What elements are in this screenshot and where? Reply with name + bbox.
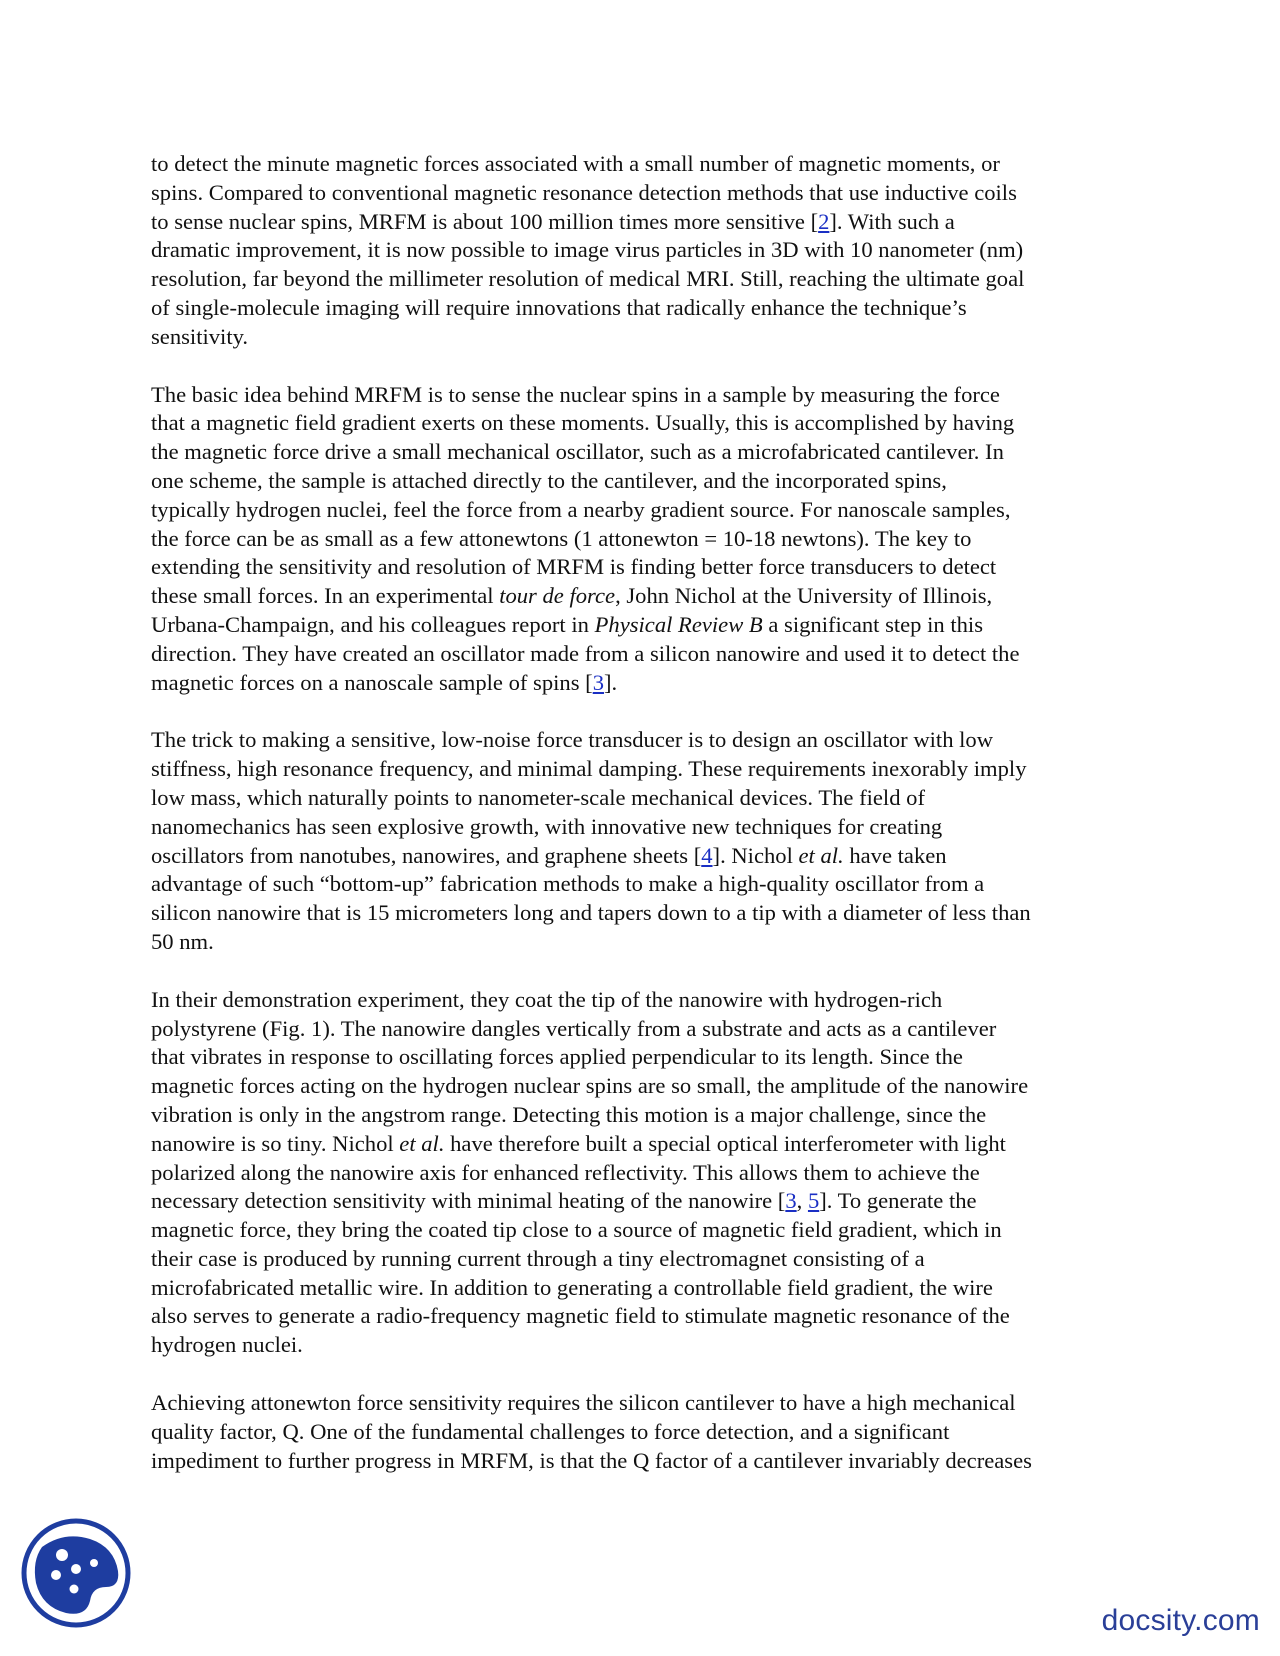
text-segment: that vibrates in response to oscillating forces applied perpendicular to its length. Since the: [151, 1044, 963, 1070]
text-line: [151, 1216, 1136, 1245]
reference-link[interactable]: 3: [592, 669, 604, 695]
text-segment: the force can be as small as a few attonewtons (1 attonewton = 10-18 newtons). The key to: [151, 525, 972, 551]
text-line: [151, 1072, 1136, 1101]
text-segment: these small forces. In an experimental: [151, 583, 500, 609]
text-segment: their case is produced by running current through a tiny electromagnet consisting of a: [151, 1245, 925, 1271]
text-line: [151, 1447, 1136, 1476]
text-segment: hydrogen nuclei.: [151, 1332, 303, 1358]
text-line: [151, 784, 1136, 813]
text-line: [151, 323, 1136, 352]
text-segment: to detect the minute magnetic forces associated with a small number of magnetic moments, or: [151, 151, 1000, 176]
text-segment: nanomechanics has seen explosive growth, with innovative new techniques for creating: [151, 813, 943, 839]
text-line: [151, 236, 1136, 265]
text-line: [151, 842, 1136, 871]
text-segment: also serves to generate a radio-frequency magnetic field to stimulate magnetic resonance of the: [151, 1303, 1010, 1329]
text-line: [151, 1389, 1136, 1418]
text-segment: direction. They have created an oscillator made from a silicon nanowire and used it to detect the: [151, 640, 1020, 666]
text-segment: spins. Compared to conventional magnetic resonance detection methods that use inductive coils: [151, 179, 1017, 205]
text-line: [151, 899, 1136, 928]
italic-text: et al.: [798, 842, 844, 868]
text-segment: nanowire is so tiny. Nichol: [151, 1130, 400, 1156]
text-line: [151, 1187, 1136, 1216]
text-segment: , John Nichol at the University of Illinois,: [615, 583, 993, 609]
text-line: [151, 467, 1136, 496]
text-line: [151, 265, 1136, 294]
text-line: [151, 1418, 1136, 1447]
text-segment: polystyrene (Fig. 1). The nanowire dangles vertically from a substrate and acts as a cantilever: [151, 1015, 997, 1041]
text-segment: have therefore built a special optical interferometer with light: [444, 1130, 1006, 1156]
text-segment: 50 nm.: [151, 928, 214, 954]
italic-text: Physical Review B: [594, 611, 763, 637]
text-line: [151, 986, 1136, 1015]
text-line: [151, 611, 1136, 640]
text-segment: Achieving attonewton force sensitivity requires the silicon cantilever to have a high mechanical: [151, 1390, 1016, 1416]
text-line: [151, 1302, 1136, 1331]
text-segment: that a magnetic field gradient exerts on these moments. Usually, this is accomplished by having: [151, 410, 1015, 436]
text-line: [151, 208, 1136, 237]
text-line: [151, 582, 1136, 611]
text-line: [151, 755, 1136, 784]
text-line: [151, 1130, 1136, 1159]
text-segment: ]. With such a: [829, 208, 955, 234]
text-line: [151, 669, 1136, 698]
text-segment: magnetic forces on a nanoscale sample of spins [: [151, 669, 593, 695]
reference-link[interactable]: 5: [807, 1188, 820, 1214]
text-segment: a significant step in this: [762, 611, 983, 637]
text-segment: extending the sensitivity and resolution of MRFM is finding better force transducers to detect: [151, 554, 997, 580]
reference-link[interactable]: 4: [701, 842, 713, 868]
text-segment: The trick to making a sensitive, low-noise force transducer is to design an oscillator with low: [151, 727, 994, 753]
text-line: [151, 150, 1136, 179]
paragraph: [151, 986, 1136, 1360]
text-segment: magnetic force, they bring the coated tip close to a source of magnetic field gradient, which in: [151, 1217, 1002, 1243]
text-line: [151, 496, 1136, 525]
text-segment: ]. Nichol: [712, 842, 799, 868]
text-line: [151, 1245, 1136, 1274]
text-segment: quality factor, Q. One of the fundamental challenges to force detection, and a significant: [151, 1418, 950, 1444]
docsity-logo-icon[interactable]: [20, 1517, 132, 1629]
text-segment: impediment to further progress in MRFM, is that the Q factor of a cantilever invariably decreases: [151, 1447, 1032, 1473]
text-segment: low mass, which naturally points to nanometer-scale mechanical devices. The field of: [151, 784, 925, 810]
italic-text: tour de force: [499, 583, 616, 609]
text-segment: of single-molecule imaging will require innovations that radically enhance the technique’s: [151, 294, 967, 320]
text-segment: the magnetic force drive a small mechanical oscillator, such as a microfabricated cantilever. In: [151, 439, 1004, 465]
text-line: [151, 726, 1136, 755]
text-line: [151, 928, 1136, 957]
text-line: [151, 1159, 1136, 1188]
paragraph: [151, 1389, 1136, 1475]
text-line: [151, 294, 1136, 323]
text-segment: The basic idea behind MRFM is to sense the nuclear spins in a sample by measuring the force: [151, 381, 1000, 407]
text-segment: resolution, far beyond the millimeter resolution of medical MRI. Still, reaching the ultimate goal: [151, 266, 1025, 292]
text-segment: to sense nuclear spins, MRFM is about 100 million times more sensitive [: [151, 208, 819, 234]
text-segment: microfabricated metallic wire. In addition to generating a controllable field gradient, the wire: [151, 1274, 993, 1300]
paragraph: [151, 726, 1136, 956]
text-segment: advantage of such “bottom-up” fabrication methods to make a high-quality oscillator from a: [151, 871, 985, 897]
text-segment: magnetic forces acting on the hydrogen nuclear spins are so small, the amplitude of the nanowire: [151, 1073, 1029, 1099]
text-segment: vibration is only in the angstrom range. Detecting this motion is a major challenge, since the: [151, 1101, 987, 1127]
text-segment: have taken: [843, 842, 947, 868]
text-line: [151, 381, 1136, 410]
text-line: [151, 813, 1136, 842]
text-segment: typically hydrogen nuclei, feel the force from a nearby gradient source. For nanoscale samples,: [151, 496, 1011, 522]
text-line: [151, 409, 1136, 438]
text-segment: sensitivity.: [151, 323, 249, 349]
text-line: [151, 1101, 1136, 1130]
text-line: [151, 1043, 1136, 1072]
text-segment: Urbana-Champaign, and his colleagues report in: [151, 611, 595, 637]
text-line: [151, 525, 1136, 554]
text-segment: dramatic improvement, it is now possible to image virus particles in 3D with 10 nanometer (nm): [151, 237, 1024, 263]
text-segment: stiffness, high resonance frequency, and minimal damping. These requirements inexorably imply: [151, 756, 1027, 782]
text-segment: silicon nanowire that is 15 micrometers long and tapers down to a tip with a diameter of less than: [151, 900, 1031, 926]
paragraph: [151, 150, 1136, 352]
text-segment: In their demonstration experiment, they coat the tip of the nanowire with hydrogen-rich: [151, 986, 943, 1012]
docsity-brand-link[interactable]: docsity.com: [1101, 1604, 1260, 1637]
text-line: [151, 553, 1136, 582]
text-line: [151, 640, 1136, 669]
text-line: [151, 438, 1136, 467]
text-line: [151, 1274, 1136, 1303]
text-segment: polarized along the nanowire axis for enhanced reflectivity. This allows them to achieve the: [151, 1159, 980, 1185]
text-segment: oscillators from nanotubes, nanowires, and graphene sheets [: [151, 842, 702, 868]
paragraph: [151, 381, 1136, 698]
text-segment: one scheme, the sample is attached directly to the cantilever, and the incorporated spins,: [151, 467, 947, 493]
text-segment: ,: [796, 1188, 808, 1214]
italic-text: et al.: [399, 1130, 445, 1156]
text-segment: ]. To generate the: [819, 1188, 977, 1214]
text-segment: ].: [603, 669, 618, 695]
text-line: [151, 179, 1136, 208]
reference-link[interactable]: 3: [785, 1188, 797, 1214]
text-line: [151, 1331, 1136, 1360]
text-segment: necessary detection sensitivity with minimal heating of the nanowire [: [151, 1188, 786, 1214]
document-body: [151, 150, 1136, 1504]
text-line: [151, 870, 1136, 899]
text-line: [151, 1015, 1136, 1044]
reference-link[interactable]: 2: [818, 208, 830, 234]
